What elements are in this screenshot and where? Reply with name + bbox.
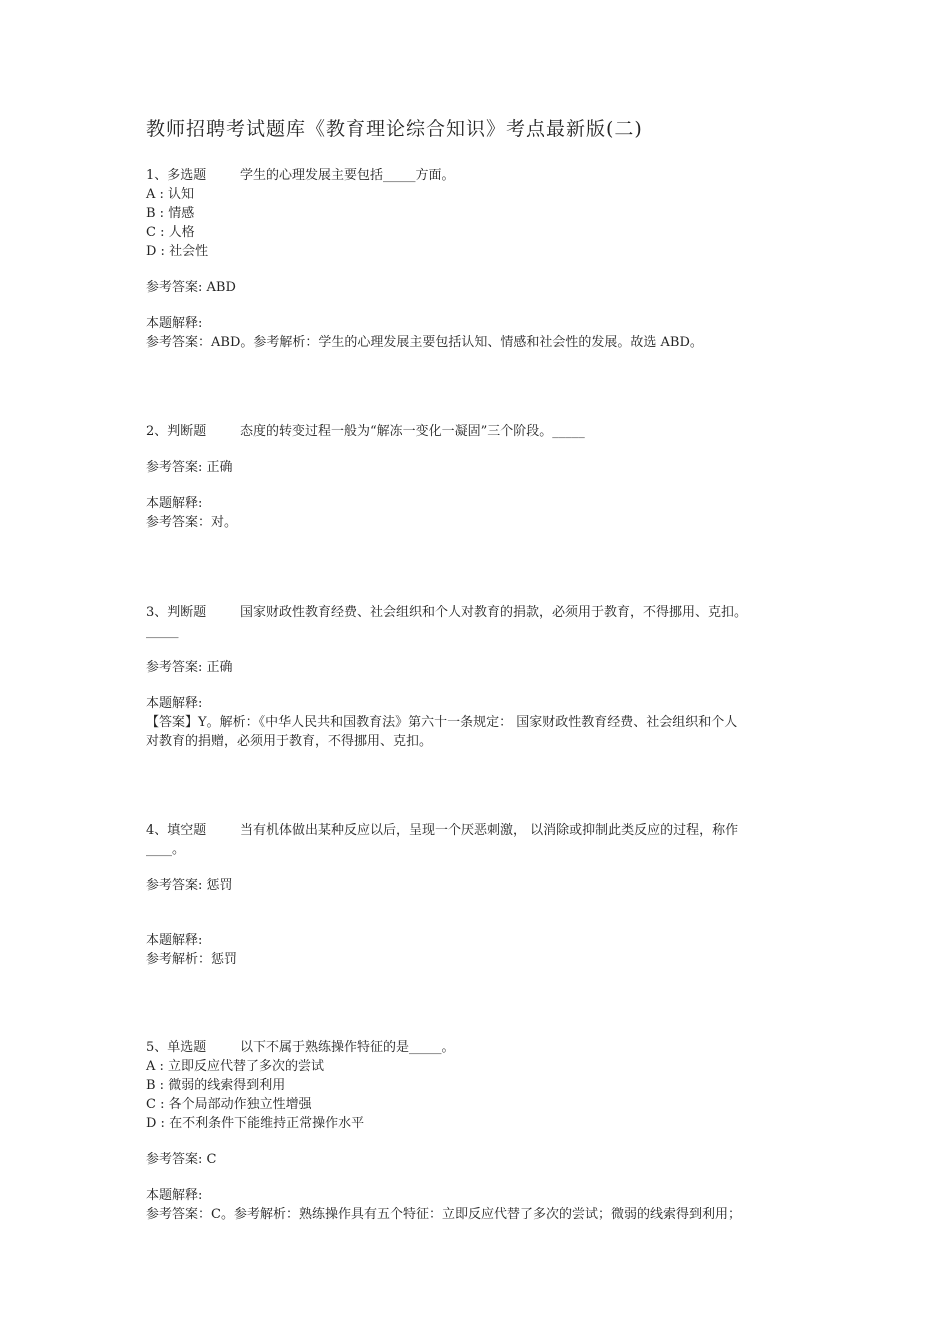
question-stem: 国家财政性教育经费、社会组织和个人对教育的捐款，必须用于教育，不得挪用、克扣。 — [240, 605, 748, 620]
answer-line — [146, 278, 806, 297]
question-header — [146, 603, 806, 622]
explanation-label: 本题解释: — [146, 496, 203, 511]
explanation-text-continued: 对教育的捐赠，必须用于教育，不得挪用、克扣。 — [146, 734, 433, 749]
option-a: A : 认知 — [146, 187, 195, 202]
answer-label: 参考答案: — [146, 660, 207, 675]
option-d: D : 社会性 — [146, 244, 209, 259]
answer-label: 参考答案: — [146, 460, 207, 475]
question-number: 3、判断题 — [146, 605, 207, 620]
option-b: B : 微弱的线索得到利用 — [146, 1078, 286, 1093]
question-number: 2、判断题 — [146, 424, 207, 439]
question-number: 1、多选题 — [146, 168, 207, 183]
question-stem-continued: _____ — [146, 624, 179, 639]
answer-line — [146, 1150, 806, 1169]
answer-label: 参考答案: — [146, 280, 207, 295]
answer-line — [146, 458, 806, 477]
question-header — [146, 166, 806, 185]
question-1 — [146, 166, 806, 352]
answer-line — [146, 876, 806, 895]
explanation-text: 【答案】Y。解析：《中华人民共和国教育法》第六十一条规定： 国家财政性教育经费、社会组织和个人 — [146, 715, 738, 730]
explanation-label: 本题解释: — [146, 1188, 203, 1203]
answer-label: 参考答案: — [146, 1152, 207, 1167]
question-4 — [146, 821, 806, 969]
option-d: D : 在不利条件下能维持正常操作水平 — [146, 1116, 365, 1131]
explanation-text: 参考解析：惩罚 — [146, 952, 238, 967]
question-header — [146, 422, 806, 441]
answer-value: ABD — [206, 280, 236, 295]
question-number: 4、填空题 — [146, 823, 207, 838]
answer-value: 惩罚 — [206, 878, 233, 893]
question-stem: 态度的转变过程一般为“解冻一变化一凝固”三个阶段。_____ — [240, 424, 585, 439]
question-stem: 以下不属于熟练操作特征的是_____。 — [240, 1040, 455, 1055]
explanation-label: 本题解释: — [146, 933, 203, 948]
option-b: B : 情感 — [146, 206, 195, 221]
option-a: A : 立即反应代替了多次的尝试 — [146, 1059, 325, 1074]
question-number: 5、单选题 — [146, 1040, 207, 1055]
answer-value: 正确 — [206, 460, 233, 475]
option-c: C : 人格 — [146, 225, 195, 240]
question-2 — [146, 422, 806, 532]
question-stem-continued: ____。 — [146, 842, 186, 857]
explanation-text: 参考答案：对。 — [146, 515, 238, 530]
explanation-label: 本题解释: — [146, 696, 203, 711]
question-header — [146, 1038, 806, 1057]
explanation-label: 本题解释: — [146, 316, 203, 331]
explanation-text: 参考答案：C。参考解析：熟练操作具有五个特征：立即反应代替了多次的尝试；微弱的线索得到利用； — [146, 1207, 741, 1222]
question-3 — [146, 603, 806, 751]
answer-label: 参考答案: — [146, 878, 207, 893]
explanation-text: 参考答案：ABD。参考解析：学生的心理发展主要包括认知、情感和社会性的发展。故选 ABD。 — [146, 335, 703, 350]
question-stem: 学生的心理发展主要包括_____方面。 — [240, 168, 455, 183]
answer-value: 正确 — [206, 660, 233, 675]
question-stem: 当有机体做出某种反应以后，呈现一个厌恶刺激， 以消除或抑制此类反应的过程，称作 — [240, 823, 739, 838]
answer-value: C — [206, 1152, 217, 1167]
option-c: C : 各个局部动作独立性增强 — [146, 1097, 312, 1112]
document-title: 教师招聘考试题库《教育理论综合知识》考点最新版(二) — [146, 118, 643, 140]
question-5 — [146, 1038, 806, 1224]
question-header — [146, 821, 806, 840]
answer-line — [146, 658, 806, 677]
